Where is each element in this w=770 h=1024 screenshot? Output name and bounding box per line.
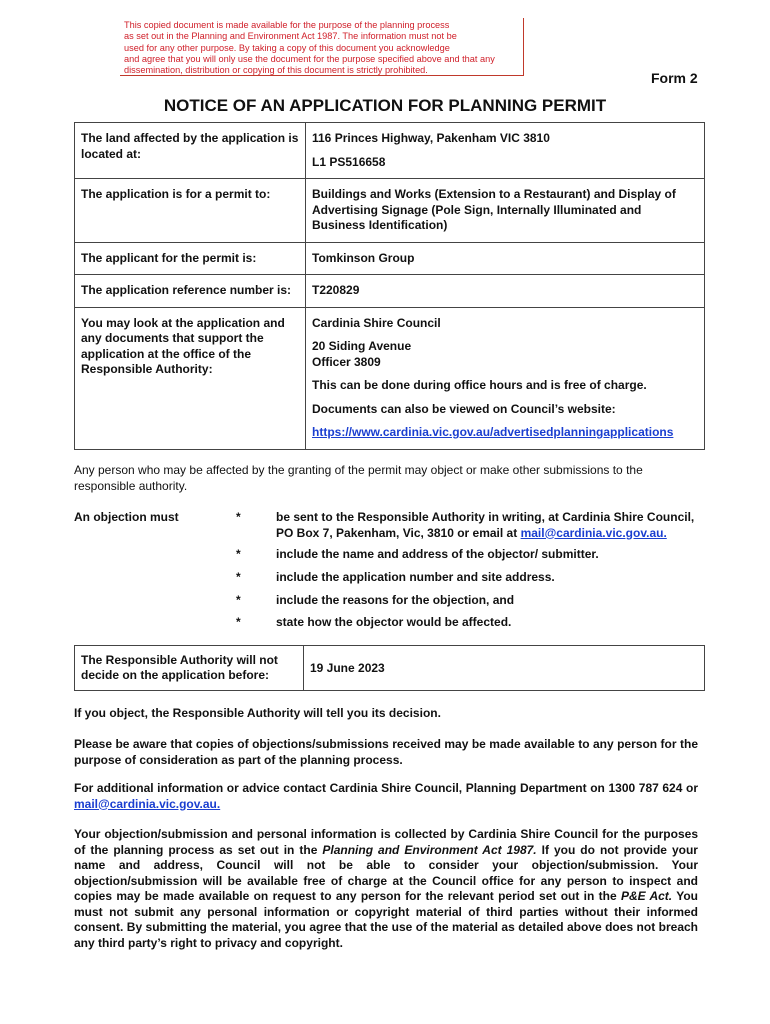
decision-date-value: 19 June 2023 xyxy=(304,646,705,691)
applicant-value: Tomkinson Group xyxy=(306,242,705,275)
copyright-disclaimer xyxy=(120,18,524,76)
list-item xyxy=(236,510,706,542)
bullet-icon: * xyxy=(236,570,241,584)
land-label: The land affected by the application is located at: xyxy=(75,123,306,179)
form-number: Form 2 xyxy=(651,70,698,86)
contact-email-link[interactable]: mail@cardinia.vic.gov.au. xyxy=(74,796,221,811)
council-address xyxy=(312,339,698,370)
council-name: Cardinia Shire Council xyxy=(312,315,441,330)
address-line: Officer 3809 xyxy=(312,354,381,369)
list-item xyxy=(236,547,706,563)
objection-email-link[interactable]: mail@cardinia.vic.gov.au. xyxy=(520,525,667,540)
contact-note xyxy=(74,781,698,812)
land-lot: L1 PS516658 xyxy=(312,154,386,169)
website-note: Documents can also be viewed on Council’s website: xyxy=(312,401,616,416)
contact-text: For additional information or advice contact Cardinia Shire Council, Planning Department on 1300 787 624 or xyxy=(74,781,698,795)
application-details-table xyxy=(74,122,705,450)
bullet-text xyxy=(276,510,706,541)
bullet-text: include the reasons for the objection, and xyxy=(276,593,515,607)
bullet-text: include the application number and site address. xyxy=(276,570,555,584)
table-row xyxy=(75,307,705,449)
bullet-icon: * xyxy=(236,615,241,629)
permit-value: Buildings and Works (Extension to a Restaurant) and Display of Advertising Signage (Pole Sign, Internally Illuminated and Business Identification) xyxy=(306,179,705,243)
bullet-text-body: be sent to the Responsible Authority in writing, at Cardinia Shire Council, PO Box 7, Pakenham, Vic, 3810 or email at xyxy=(276,510,695,540)
table-row xyxy=(75,179,705,243)
list-item xyxy=(236,615,706,631)
inspection-value xyxy=(306,307,705,449)
table-row xyxy=(75,646,705,691)
bullet-icon: * xyxy=(236,593,241,607)
decision-date-label: The Responsible Authority will not decide on the application before: xyxy=(75,646,304,691)
reference-value: T220829 xyxy=(306,275,705,308)
disclaimer-line: used for any other purpose. By taking a copy of this document you acknowledge xyxy=(124,42,450,53)
bullet-text: include the name and address of the objector/ submitter. xyxy=(276,547,599,561)
list-item xyxy=(236,593,706,609)
decision-date-table xyxy=(74,645,705,691)
list-item xyxy=(236,570,706,586)
disclaimer-line: dissemination, distribution or copying of this document is strictly prohibited. xyxy=(124,65,428,76)
reference-label: The application reference number is: xyxy=(75,275,306,308)
privacy-note xyxy=(74,827,698,951)
table-row xyxy=(75,123,705,179)
website-link[interactable]: https://www.cardinia.vic.gov.au/advertisedplanningapplications xyxy=(312,425,674,439)
disclaimer-line: and agree that you will only use the document for the purpose specified above and that any xyxy=(124,53,495,64)
inspection-label: You may look at the application and any documents that support the application at the office of the Responsible Authority: xyxy=(75,307,306,449)
hours-note: This can be done during office hours and is free of charge. xyxy=(312,378,647,392)
disclaimer-line: This copied document is made available for the purpose of the planning process xyxy=(124,20,450,30)
act-short-name: P&E Act. xyxy=(620,889,673,903)
land-value xyxy=(306,123,705,179)
objection-label: An objection must xyxy=(74,510,179,524)
disclaimer-line: as set out in the Planning and Environment Act 1987. The information must not be xyxy=(124,31,457,42)
applicant-label: The applicant for the permit is: xyxy=(75,242,306,275)
decision-note: If you object, the Responsible Authority will tell you its decision. xyxy=(74,706,441,720)
permit-label: The application is for a permit to: xyxy=(75,179,306,243)
page-title: NOTICE OF AN APPLICATION FOR PLANNING PERMIT xyxy=(163,96,607,115)
bullet-text: state how the objector would be affected. xyxy=(276,615,512,629)
bullet-icon: * xyxy=(236,547,241,561)
address-line: 20 Siding Avenue xyxy=(312,339,412,353)
act-name: Planning and Environment Act 1987. xyxy=(322,842,537,857)
copies-note: Please be aware that copies of objections/submissions received may be made available to any person for the purpose of consideration as part of the planning process. xyxy=(74,737,698,767)
privacy-text: If you do not provide your name and address, Council will not be able to consider your objection/submission. Your objection/submission will be available free of charge at the Council office for any person to inspect and copies may be made available on request to any person for the relevant period set out in the xyxy=(74,842,698,903)
privacy-text: You must not submit any personal information or copyright material of third parties without their informed consent. By submitting the material, you agree that the use of the material as detailed above does not breach any third party’s right to privacy and copyright. xyxy=(74,889,699,950)
table-row xyxy=(75,242,705,275)
affected-persons-paragraph: Any person who may be affected by the granting of the permit may object or make other submissions to the responsible authority. xyxy=(74,463,643,493)
land-address: 116 Princes Highway, Pakenham VIC 3810 xyxy=(312,131,550,145)
table-row xyxy=(75,275,705,308)
bullet-icon: * xyxy=(236,510,241,524)
privacy-text: Your objection/submission and personal information is collected by Cardinia Shire Council for the purposes of the planning process as set out in the xyxy=(74,827,698,857)
